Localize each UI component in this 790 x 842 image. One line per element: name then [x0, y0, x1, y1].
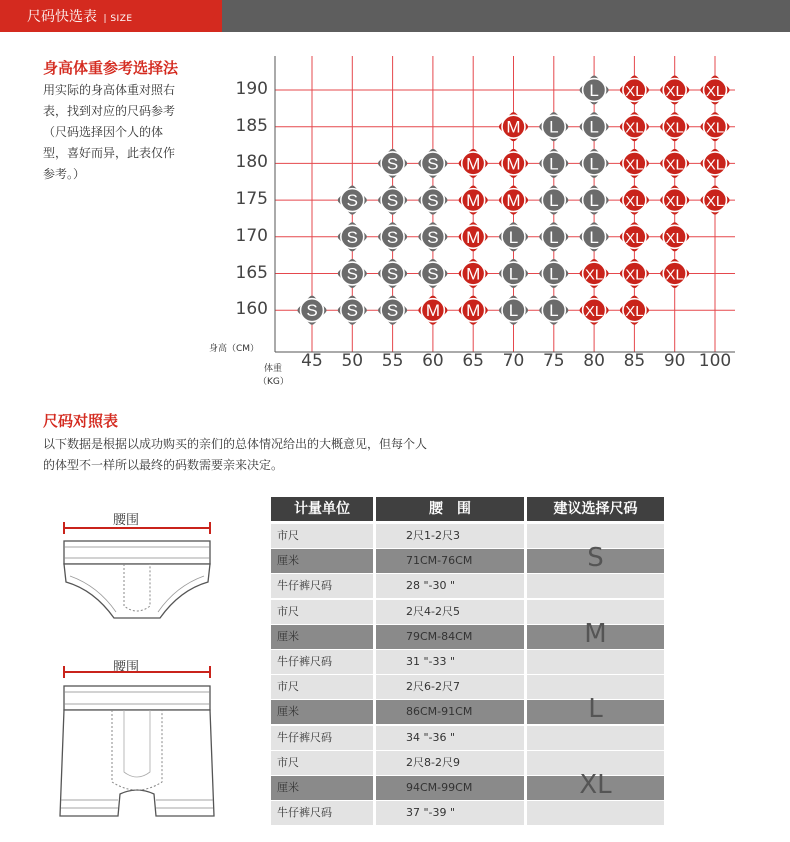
section1-line: （尺码选择因个人的体 — [43, 125, 164, 139]
table-cell-unit: 市尺 — [271, 600, 373, 624]
size-marker — [296, 294, 328, 326]
size-marker — [457, 148, 489, 180]
x-tick-label: 70 — [502, 351, 525, 371]
size-marker-label: M — [425, 301, 440, 321]
size-marker — [457, 184, 489, 216]
size-marker-label: S — [427, 264, 439, 284]
x-tick-label: 80 — [583, 351, 605, 371]
size-marker-label: XL — [665, 193, 684, 211]
size-marker — [699, 184, 731, 216]
table-cell-waist: 71CM-76CM — [376, 549, 524, 573]
size-marker — [377, 184, 409, 216]
size-marker-label: M — [466, 154, 481, 174]
table-size-label: S — [587, 543, 604, 574]
table-cell-unit: 市尺 — [271, 524, 373, 548]
table-cell-waist: 94CM-99CM — [376, 776, 524, 800]
size-marker — [457, 294, 489, 326]
size-marker — [498, 111, 530, 143]
size-marker-label: L — [549, 154, 559, 174]
section2-line: 的体型不一样所以最终的码数需要亲来决定。 — [43, 458, 284, 472]
size-marker-label: S — [346, 227, 358, 247]
size-marker — [417, 184, 449, 216]
y-tick-label: 190 — [235, 79, 268, 99]
size-marker — [578, 148, 610, 180]
size-marker-label: L — [589, 117, 599, 137]
size-marker-label: L — [508, 264, 519, 284]
size-marker — [659, 258, 691, 290]
size-marker-label: XL — [625, 193, 644, 211]
size-marker — [538, 294, 570, 326]
size-marker-label: L — [549, 264, 559, 284]
y-tick-label: 180 — [235, 152, 268, 173]
size-marker — [538, 184, 570, 216]
size-marker — [619, 294, 651, 326]
size-marker-label: L — [549, 301, 559, 321]
size-marker — [337, 258, 369, 290]
waist-label-briefs: 腰围 — [113, 513, 140, 528]
size-marker-label: XL — [705, 83, 725, 100]
size-table — [271, 497, 664, 828]
size-marker — [619, 221, 651, 253]
size-marker — [578, 294, 610, 326]
y-tick-label: 160 — [235, 299, 268, 320]
size-marker-label: XL — [625, 83, 644, 100]
size-marker-label: L — [549, 191, 559, 211]
size-marker — [377, 294, 409, 326]
section1-line: 参考。） — [43, 167, 86, 181]
size-marker — [699, 111, 731, 143]
size-marker-label: XL — [705, 119, 725, 137]
table-cell-unit: 厘米 — [271, 776, 373, 800]
x-tick-label: 75 — [542, 351, 565, 371]
size-marker-label: L — [589, 154, 599, 174]
table-cell-waist: 37 "-39 " — [376, 801, 524, 825]
size-marker — [457, 258, 489, 290]
size-marker — [498, 148, 530, 180]
table-cell-waist: 2尺4-2尺5 — [376, 600, 524, 624]
x-tick-label: 45 — [301, 351, 323, 371]
x-tick-label: 60 — [422, 351, 444, 371]
table-cell-size-bg — [527, 650, 664, 674]
table-cell-unit: 牛仔裤尺码 — [271, 650, 373, 674]
size-marker — [498, 294, 530, 326]
size-marker — [619, 258, 651, 290]
size-marker — [538, 111, 570, 143]
table-cell-waist: 28 "-30 " — [376, 574, 524, 598]
size-marker-label: S — [346, 301, 358, 321]
table-cell-size-bg — [527, 801, 664, 825]
size-marker-label: XL — [705, 156, 725, 174]
size-marker-label: S — [427, 191, 439, 211]
table-cell-waist: 31 "-33 " — [376, 650, 524, 674]
size-marker — [578, 74, 610, 106]
table-size-label: XL — [579, 770, 612, 800]
x-tick-label: 90 — [663, 351, 686, 371]
table-cell-unit: 市尺 — [271, 751, 373, 775]
y-tick-label: 165 — [235, 262, 268, 283]
size-marker — [619, 148, 651, 180]
y-tick-label: 175 — [235, 189, 268, 210]
size-marker — [659, 74, 691, 106]
size-marker-label: L — [589, 191, 599, 211]
size-marker-label: S — [386, 154, 399, 174]
table-cell-waist: 2尺8-2尺9 — [376, 751, 524, 775]
table-cell-unit: 市尺 — [271, 675, 373, 699]
size-marker-label: S — [386, 264, 399, 284]
size-marker-label: S — [386, 301, 399, 321]
boxers-illustration — [60, 666, 214, 816]
y-tick-label: 185 — [235, 115, 268, 136]
size-marker — [377, 221, 409, 253]
y-axis-label: 身高（CM） — [209, 344, 260, 354]
size-marker — [498, 258, 530, 290]
size-marker — [538, 148, 570, 180]
size-marker — [578, 221, 610, 253]
size-marker-label: L — [508, 301, 519, 321]
x-tick-label: 65 — [462, 351, 484, 371]
section1-line: 用实际的身高体重对照右 — [43, 83, 176, 97]
size-marker-label: L — [589, 81, 599, 100]
size-marker-label: S — [386, 227, 399, 247]
briefs-illustration — [64, 522, 210, 618]
size-marker — [337, 221, 369, 253]
size-marker-label: L — [549, 117, 559, 137]
table-cell-unit: 牛仔裤尺码 — [271, 801, 373, 825]
table-cell-unit: 牛仔裤尺码 — [271, 726, 373, 750]
size-marker-label: S — [346, 191, 358, 211]
size-marker-label: M — [466, 301, 481, 321]
size-marker — [619, 184, 651, 216]
size-marker — [337, 294, 369, 326]
size-marker — [417, 258, 449, 290]
section2-title: 尺码对照表 — [43, 412, 119, 430]
size-marker-label: L — [508, 227, 519, 247]
size-marker-label: S — [427, 227, 439, 247]
size-marker-label: M — [506, 117, 521, 137]
y-tick-label: 170 — [235, 225, 268, 246]
size-marker — [619, 111, 651, 143]
table-cell-waist: 86CM-91CM — [376, 700, 524, 724]
size-marker — [699, 74, 731, 106]
size-marker — [498, 184, 530, 216]
table-cell-waist: 2尺6-2尺7 — [376, 675, 524, 699]
size-marker-label: XL — [625, 119, 644, 137]
table-header-unit: 计量单位 — [271, 497, 373, 521]
size-marker-label: XL — [665, 119, 684, 137]
size-marker — [417, 294, 449, 326]
size-marker-label: XL — [705, 193, 725, 211]
table-cell-unit: 厘米 — [271, 549, 373, 573]
size-marker-label: XL — [625, 303, 644, 321]
underwear-diagram — [40, 520, 240, 830]
size-marker-label: S — [346, 264, 358, 284]
size-marker — [538, 221, 570, 253]
size-marker-label: M — [466, 191, 481, 211]
size-marker — [619, 74, 651, 106]
section1-title: 身高体重参考选择法 — [43, 59, 179, 77]
size-marker — [578, 111, 610, 143]
size-marker-label: M — [466, 227, 481, 247]
header-sub: | SIZE — [103, 14, 133, 24]
table-cell-unit: 牛仔裤尺码 — [271, 574, 373, 598]
size-marker-label: S — [306, 301, 318, 321]
waist-label-boxers: 腰围 — [113, 660, 140, 675]
size-marker — [337, 184, 369, 216]
table-size-label: M — [584, 618, 607, 649]
size-marker-label: M — [506, 191, 521, 211]
table-cell-size-bg — [527, 574, 664, 598]
table-cell-waist: 79CM-84CM — [376, 625, 524, 649]
size-marker-label: L — [549, 227, 559, 247]
size-marker-label: L — [589, 227, 599, 247]
size-marker — [659, 148, 691, 180]
table-size-label: L — [588, 694, 603, 725]
size-marker-label: M — [506, 154, 521, 174]
section2-text — [43, 434, 563, 476]
size-marker-label: XL — [625, 229, 644, 247]
size-marker — [578, 184, 610, 216]
size-marker-label: S — [427, 154, 439, 174]
size-marker-label: XL — [584, 303, 604, 321]
table-header-waist: 腰 围 — [376, 497, 524, 521]
x-tick-label: 55 — [381, 351, 404, 371]
section1-line: 表，找到对应的尺码参考 — [43, 104, 176, 118]
table-header-size: 建议选择尺码 — [527, 497, 664, 521]
size-marker-label: XL — [665, 83, 684, 100]
size-marker — [578, 258, 610, 290]
size-marker-label: S — [386, 191, 399, 211]
size-marker — [659, 221, 691, 253]
size-marker — [417, 221, 449, 253]
size-marker — [538, 258, 570, 290]
table-cell-size-bg — [527, 726, 664, 750]
section2-line: 以下数据是根据以成功购买的亲们的总体情况给出的大概意见，但每个人 — [43, 437, 428, 451]
x-tick-label: 85 — [623, 351, 646, 371]
size-marker — [659, 111, 691, 143]
size-grid — [0, 0, 790, 400]
size-marker-label: XL — [625, 266, 644, 284]
size-marker-label: XL — [665, 266, 684, 284]
table-cell-unit: 厘米 — [271, 625, 373, 649]
size-marker — [659, 184, 691, 216]
table-cell-waist: 34 "-36 " — [376, 726, 524, 750]
x-axis-unit: （KG） — [258, 377, 289, 387]
size-marker — [457, 221, 489, 253]
size-marker-label: XL — [625, 156, 644, 174]
size-marker — [417, 148, 449, 180]
size-marker — [498, 221, 530, 253]
x-tick-label: 50 — [341, 351, 364, 371]
x-tick-label: 100 — [698, 351, 732, 371]
size-marker-label: XL — [665, 229, 684, 247]
section1-line: 型，喜好而异，此表仅作 — [43, 146, 176, 160]
header-title-text: 尺码快选表 — [27, 9, 97, 25]
size-marker-label: M — [466, 264, 481, 284]
x-axis-label: 体重 — [264, 364, 283, 374]
size-marker — [699, 148, 731, 180]
size-marker — [377, 258, 409, 290]
size-marker — [377, 148, 409, 180]
size-marker-label: XL — [584, 266, 604, 284]
table-cell-unit: 厘米 — [271, 700, 373, 724]
size-marker-label: XL — [665, 156, 684, 174]
table-cell-waist: 2尺1-2尺3 — [376, 524, 524, 548]
